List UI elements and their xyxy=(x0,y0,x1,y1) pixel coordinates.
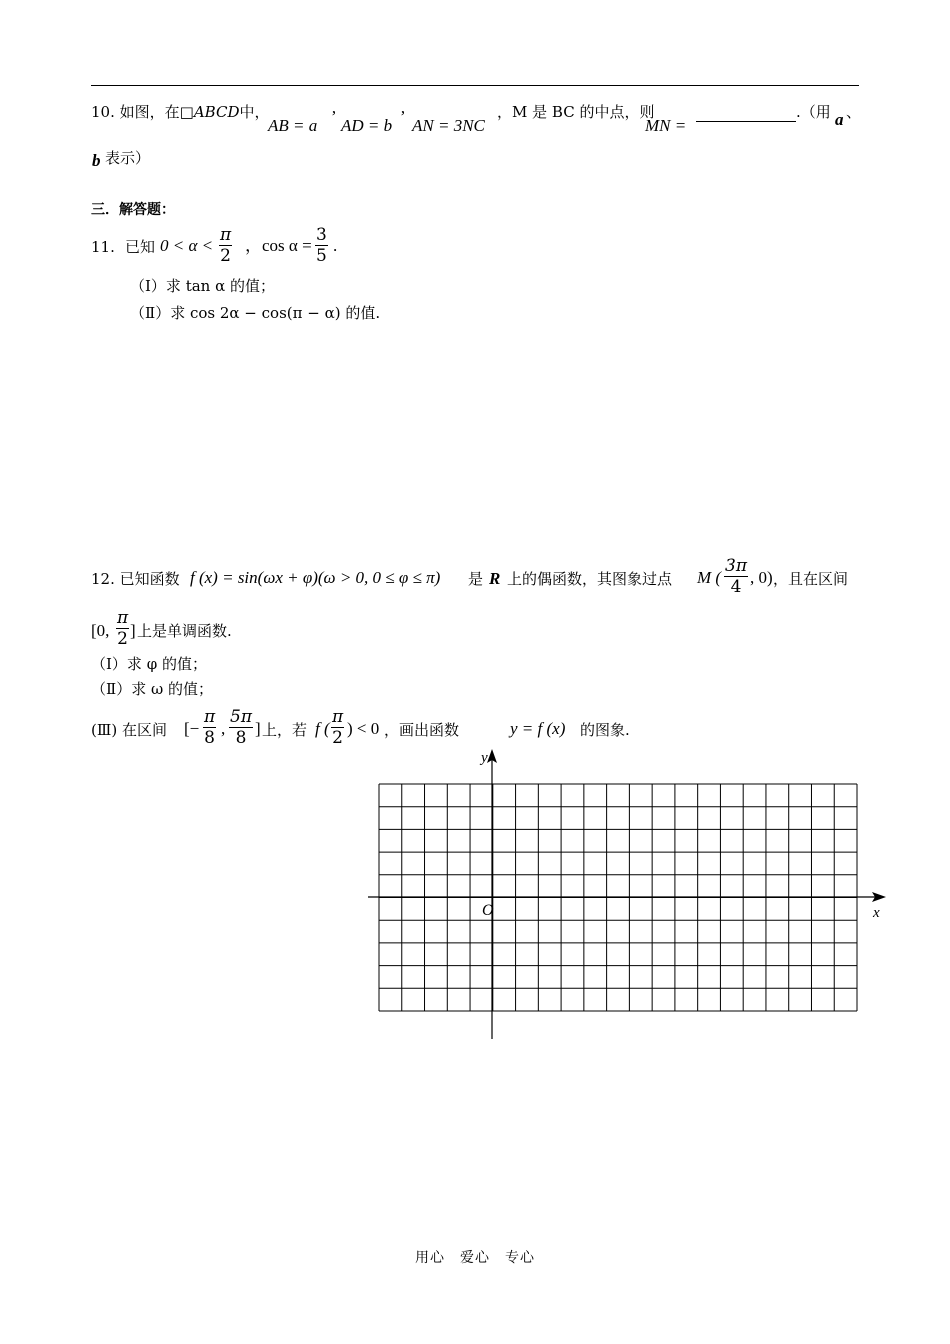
cos-label: ，cos α = xyxy=(245,236,312,255)
bracket-close: ] xyxy=(255,719,261,738)
frac-num: 3 xyxy=(316,225,327,245)
f-open: f ( xyxy=(315,719,330,738)
x-axis-label: x xyxy=(873,905,880,921)
q12-part3-if: 上，若 xyxy=(262,721,308,739)
fraction-pi-over-2 xyxy=(217,225,234,266)
origin-label: O xyxy=(482,902,494,919)
q10-text: 如图，在 xyxy=(119,103,180,121)
q12-part3-end: 的图象. xyxy=(580,721,630,739)
header-rule xyxy=(91,85,859,86)
coordinate-grid xyxy=(360,745,900,1045)
frac-den: 2 xyxy=(117,629,128,649)
eq-ad: AD = b xyxy=(341,116,393,135)
frac-num: π xyxy=(220,225,232,245)
frac-num: π xyxy=(204,707,216,727)
q10-text3: ，M 是 BC 的中点，则 xyxy=(497,103,655,121)
frac-num: 5π xyxy=(230,707,252,727)
interval-open: [0, xyxy=(91,621,110,640)
point-M-end: , 0) xyxy=(750,568,773,587)
comma: ’ xyxy=(331,107,337,126)
q11-condition xyxy=(160,236,213,256)
footer: 用心 爱心 专心 xyxy=(415,1250,535,1266)
frac-den: 8 xyxy=(235,728,247,748)
bracket-open: [− xyxy=(184,719,200,738)
fraction-pi-over-2 xyxy=(329,707,346,748)
f-close: ) < 0 xyxy=(347,719,380,738)
frac-den: 8 xyxy=(204,728,215,748)
section-title: 三．解答题： xyxy=(91,202,175,218)
fraction-5pi-over-8 xyxy=(227,707,255,748)
answer-blank xyxy=(696,107,796,126)
interval-close: ] xyxy=(130,621,136,640)
q12-part3-draw: ，画出函数 xyxy=(384,721,460,739)
q10-text4: .（用 xyxy=(796,103,831,121)
q12-part2: （Ⅱ）求 ω 的值； xyxy=(91,680,213,698)
q12-interval-text: ，且在区间 xyxy=(773,570,849,588)
frac-den: 2 xyxy=(332,728,343,748)
q12-part1: （Ⅰ）求 φ 的值； xyxy=(91,655,207,673)
frac-den: 4 xyxy=(730,577,742,597)
q12-text: 上的偶函数，其图象过点 xyxy=(507,570,673,588)
fraction-3pi-over-4 xyxy=(722,556,750,597)
q10-sep: 、 xyxy=(846,103,862,121)
q11-known: 已知 xyxy=(125,238,156,256)
q10-text5: 表示） xyxy=(105,149,151,167)
eq-mn: MN = xyxy=(645,116,687,135)
q11-number: 11. xyxy=(91,238,115,256)
frac-num: π xyxy=(117,608,129,628)
fraction-pi-over-8 xyxy=(201,707,218,748)
real-set-R: R xyxy=(489,569,501,588)
frac-num: 3π xyxy=(725,556,747,576)
comma: , xyxy=(221,719,226,738)
eq-an: AN = 3NC xyxy=(412,116,485,135)
q12-is: 是 xyxy=(468,570,484,588)
vector-a: a xyxy=(835,110,844,129)
parallelogram-label: □ABCD xyxy=(179,103,240,121)
q11-part2: （Ⅱ）求 cos 2α − cos(π − α) 的值. xyxy=(130,304,381,322)
frac-num: π xyxy=(332,707,344,727)
point-M: M ( xyxy=(697,568,722,587)
q10-line1 xyxy=(91,103,269,121)
frac-den: 2 xyxy=(220,246,231,266)
eq-ab: AB = a xyxy=(268,116,318,135)
q10-text: 中， xyxy=(239,103,270,121)
vector-b: b xyxy=(92,151,101,170)
q12-part3: (Ⅲ) 在区间 xyxy=(91,721,167,739)
y-equals-fx: y = f (x) xyxy=(510,719,566,738)
q12-intro: 12. 已知函数 xyxy=(91,570,180,588)
fraction-3-5 xyxy=(313,225,330,266)
q12-line2: 上是单调函数. xyxy=(137,622,232,640)
q10-number: 10. xyxy=(91,103,115,121)
q12-function: f (x) = sin(ωx + φ)(ω > 0, 0 ≤ φ ≤ π) xyxy=(190,568,441,587)
q11-part1: （Ⅰ）求 tan α 的值； xyxy=(130,277,275,295)
fraction-pi-over-2 xyxy=(114,608,131,649)
y-axis-label: y xyxy=(481,750,488,766)
frac-den: 5 xyxy=(316,246,327,266)
condition-text: 0 < α < xyxy=(160,236,214,255)
q11-dot: . xyxy=(333,236,338,255)
comma: ’ xyxy=(400,107,406,126)
